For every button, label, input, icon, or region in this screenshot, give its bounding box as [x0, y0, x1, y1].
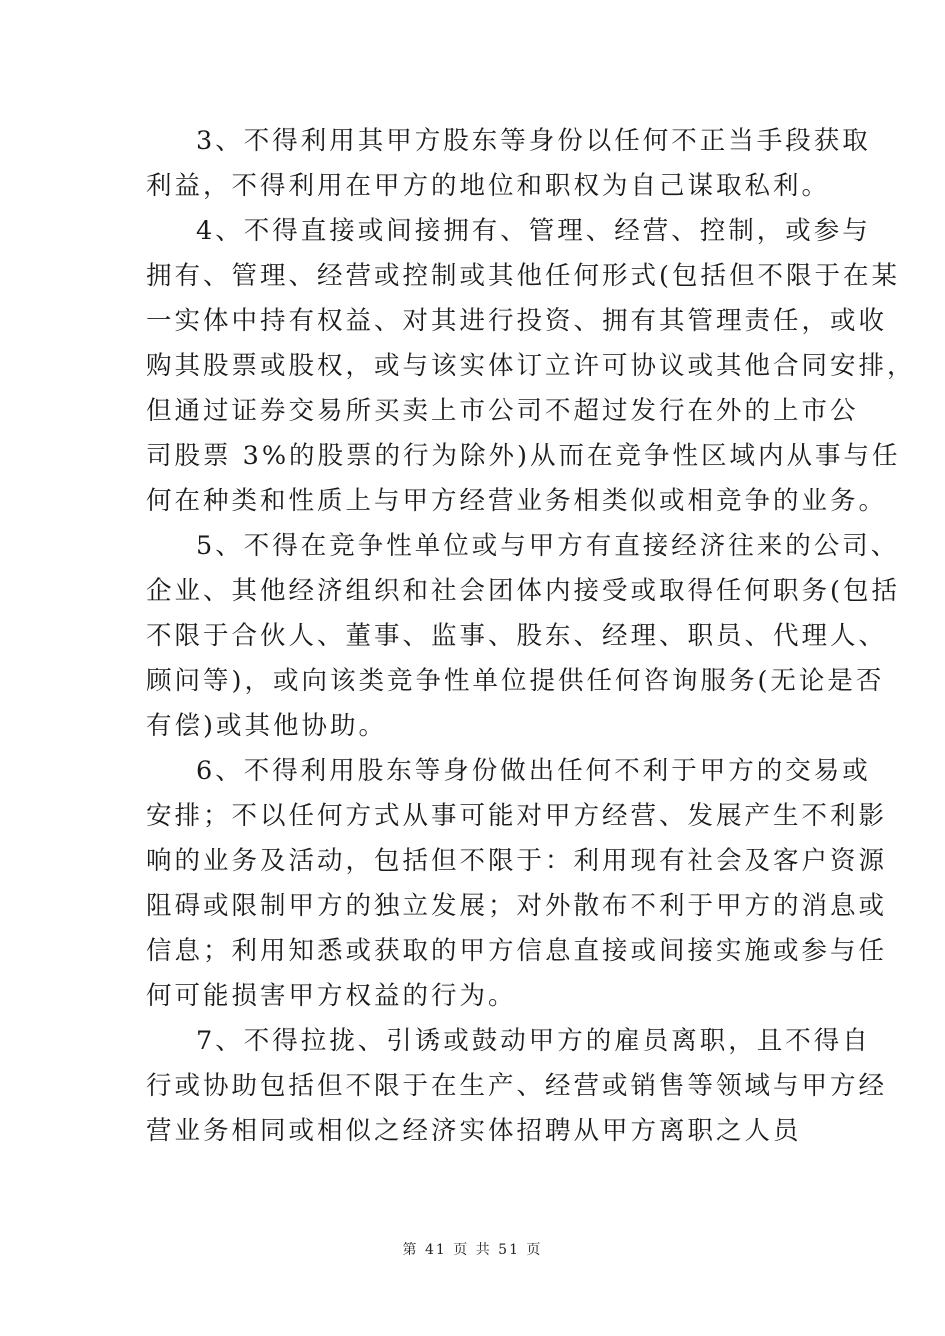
paragraph-6-line-3: 响的业务及活动，包括但不限于：利用现有社会及客户资源: [146, 846, 888, 876]
paragraph-6-line-6: 何可能损害甲方权益的行为。: [146, 981, 517, 1011]
paragraph-7-line-2: 行或协助包括但不限于在生产、经营或销售等领域与甲方经: [146, 1071, 888, 1101]
paragraph-4-line-7: 何在种类和性质上与甲方经营业务相类似或相竞争的业务。: [146, 486, 888, 516]
paragraph-5-line-2: 企业、其他经济组织和社会团体内接受或取得任何职务(包括: [146, 576, 900, 606]
paragraph-7-line-1: 7、不得拉拢、引诱或鼓动甲方的雇员离职，且不得自: [196, 1026, 871, 1056]
paragraph-3-line-2: 利益，不得利用在甲方的地位和职权为自己谋取私利。: [146, 171, 831, 201]
paragraph-4-line-1: 4、不得直接或间接拥有、管理、经营、控制，或参与: [196, 216, 871, 246]
paragraph-5-line-3: 不限于合伙人、董事、监事、股东、经理、职员、代理人、: [146, 621, 888, 651]
paragraph-6-line-2: 安排；不以任何方式从事可能对甲方经营、发展产生不利影: [146, 801, 888, 831]
paragraph-3-line-1: 3、不得利用其甲方股东等身份以任何不正当手段获取: [196, 126, 871, 156]
paragraph-6-line-1: 6、不得利用股东等身份做出任何不利于甲方的交易或: [196, 756, 871, 786]
paragraph-5-line-5: 有偿)或其他协助。: [146, 711, 387, 741]
paragraph-4-line-6: 司股票 3%的股票的行为除外)从而在竞争性区域内从事与任: [146, 441, 901, 471]
paragraph-4-line-5: 但通过证券交易所买卖上市公司不超过发行在外的上市公: [146, 396, 859, 426]
paragraph-4-line-3: 一实体中持有权益、对其进行投资、拥有其管理责任，或收: [146, 306, 888, 336]
paragraph-4-line-4: 购其股票或股权，或与该实体订立许可协议或其他合同安排，: [146, 351, 916, 381]
page-number-footer: 第 41 页 共 51 页: [402, 1242, 543, 1258]
paragraph-6-line-5: 信息；利用知悉或获取的甲方信息直接或间接实施或参与任: [146, 936, 888, 966]
paragraph-5-line-1: 5、不得在竞争性单位或与甲方有直接经济往来的公司、: [196, 531, 900, 561]
paragraph-5-line-4: 顾问等)，或向该类竞争性单位提供任何咨询服务(无论是否: [146, 666, 885, 696]
paragraph-4-line-2: 拥有、管理、经营或控制或其他任何形式(包括但不限于在某: [146, 261, 900, 291]
paragraph-6-line-4: 阻碍或限制甲方的独立发展；对外散布不利于甲方的消息或: [146, 891, 888, 921]
paragraph-7-line-3: 营业务相同或相似之经济实体招聘从甲方离职之人员: [146, 1116, 802, 1146]
